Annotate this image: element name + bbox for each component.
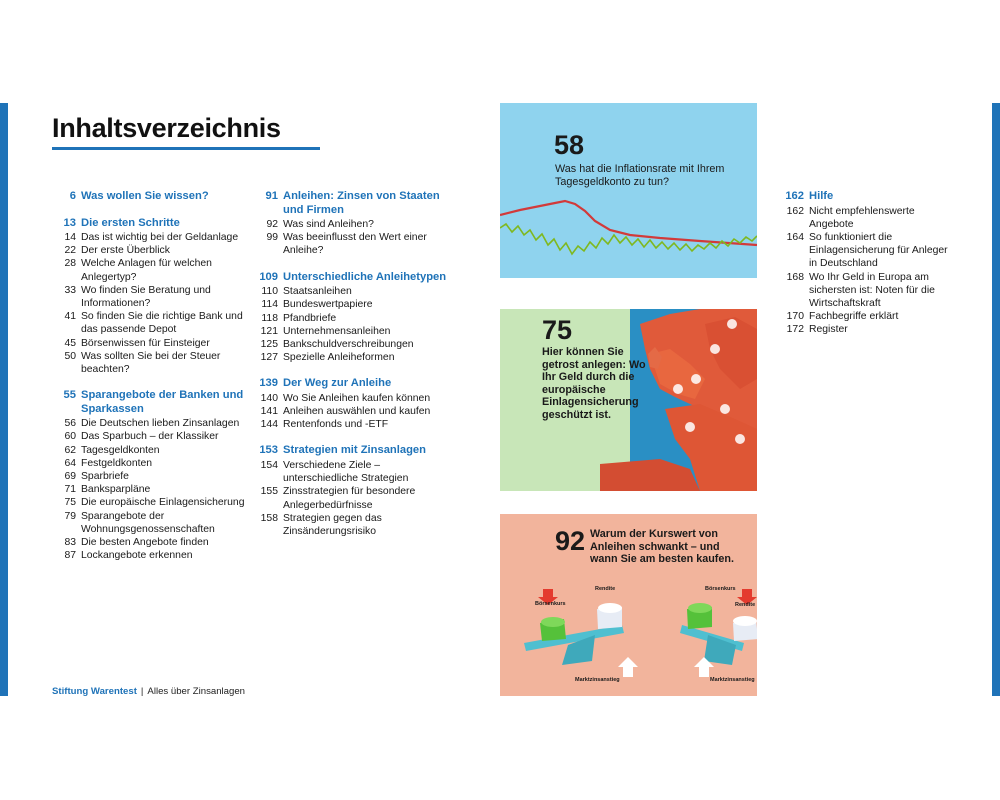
toc-entry[interactable]: 14 Das ist wichtig bei der Geldanlage: [64, 232, 239, 243]
section-heading[interactable]: 139 Der Weg zur Anleihe: [259, 377, 392, 390]
label-boersenkurs-left: Börsenkurs: [535, 601, 566, 607]
toc-entry[interactable]: 22 Der erste Überblick: [64, 245, 170, 257]
toc-entry[interactable]: 118 Pfandbriefe: [261, 312, 337, 324]
teaser-text: Warum der Kurswert von Anleihen schwankt – und wann Sie am besten kaufen.: [590, 528, 735, 566]
toc-entry[interactable]: 141 Anleihen auswählen und kaufen: [260, 406, 431, 418]
footer-subtitle: Alles über Zinsanlagen: [147, 686, 246, 697]
label-boersenkurs-right: Börsenkurs: [705, 586, 736, 592]
toc-entry[interactable]: 99 Was beeinflusst den Wert einer Anleihe?: [266, 232, 427, 257]
toc-entry[interactable]: 162 Nicht empfehlenswerte Angebote: [786, 205, 915, 230]
teaser-page-number: 75: [542, 315, 573, 345]
toc-entry[interactable]: 45 Börsenwissen für Einsteiger: [64, 337, 210, 349]
toc-entry[interactable]: 75 Die europäische Einlagensicherung: [64, 497, 245, 509]
toc-entry[interactable]: 79 Sparangebote der Wohnungsgenossenschaften: [64, 510, 215, 535]
toc-entry[interactable]: 33 Wo finden Sie Beratung und Informationen?: [64, 284, 211, 310]
toc-entry[interactable]: 144 Rentenfonds und -ETF: [260, 419, 389, 431]
toc-entry[interactable]: 127 Spezielle Anleiheformen: [260, 352, 395, 364]
section-heading[interactable]: 6 Was wollen Sie wissen?: [69, 190, 209, 202]
toc-entry[interactable]: 71 Banksparpläne: [64, 484, 151, 496]
toc-entry[interactable]: 114 Bundeswertpapiere: [261, 299, 373, 311]
page-footer: [52, 686, 245, 697]
toc-section: [254, 444, 454, 538]
teaser-text: Hier können Sie getrost anlegen: Wo Ihr Geld durch die europäische Einlagensicherung geschützt ist.: [542, 346, 646, 421]
toc-entry[interactable]: 50 Was sollten Sie bei der Steuer beachten?: [64, 350, 221, 376]
toc-entry[interactable]: 87 Lockangebote erkennen: [64, 550, 193, 562]
toc-entry[interactable]: 125 Bankschuldverschreibungen: [260, 338, 414, 350]
inflation-lines-illustration: [500, 188, 757, 278]
bonds-teaser-panel[interactable]: [500, 514, 757, 696]
teaser-page-number: 92: [555, 526, 586, 556]
toc-entry[interactable]: 62 Tagesgeldkonten: [64, 444, 160, 456]
section-heading[interactable]: 109 Unterschiedliche Anleihetypen: [259, 270, 447, 283]
title-underline: [52, 147, 320, 150]
footer-separator: |: [140, 686, 144, 697]
toc-entry[interactable]: 64 Festgeldkonten: [64, 457, 153, 469]
toc-entry[interactable]: 168 Wo Ihr Geld in Europa am sichersten ist: Noten für die Wirtschaftskraft: [786, 271, 935, 309]
footer-brand: Stiftung Warentest: [52, 686, 137, 697]
teaser-page-number: 58: [554, 130, 585, 160]
toc-entry[interactable]: 121 Unternehmensanleihen: [260, 325, 391, 337]
toc-entry[interactable]: 60 Das Sparbuch – der Klassiker: [64, 431, 219, 443]
toc-entry[interactable]: 110 Staatsanleihen: [261, 286, 352, 298]
toc-section: [254, 377, 454, 431]
toc-section: [52, 217, 247, 377]
toc-section: [254, 190, 454, 258]
toc-entry[interactable]: 154 Verschiedene Ziele – unterschiedliche Strategien: [260, 459, 409, 485]
right-edge-bar: [992, 103, 1000, 696]
left-edge-bar: [0, 103, 8, 696]
toc-entry[interactable]: 92 Was sind Anleihen?: [266, 219, 374, 230]
toc-column-3: [776, 190, 951, 350]
toc-entry[interactable]: 56 Die Deutschen lieben Zinsanlagen: [64, 418, 240, 430]
toc-column-2: [254, 190, 454, 551]
inflation-teaser-panel[interactable]: [500, 103, 757, 278]
toc-entry[interactable]: 28 Welche Anlagen für welchen Anlegertyp?: [64, 258, 212, 283]
toc-entry[interactable]: 69 Sparbriefe: [64, 471, 129, 483]
section-heading[interactable]: 153 Strategien mit Zinsanlagen: [259, 444, 426, 457]
section-heading[interactable]: 55 Sparangebote der Banken und Sparkassen: [63, 389, 244, 415]
toc-entry[interactable]: 155 Zinsstrategien für besondere Anlegerbedürfnisse: [260, 486, 416, 511]
toc-section: [254, 271, 454, 365]
section-heading[interactable]: 162 Hilfe: [785, 190, 834, 202]
toc-entry[interactable]: 170 Fachbegriffe erklärt: [786, 311, 899, 323]
teaser-text: Was hat die Inflationsrate mit Ihrem Tagesgeldkonto zu tun?: [555, 163, 725, 188]
toc-entry[interactable]: 140 Wo Sie Anleihen kaufen können: [260, 392, 431, 404]
section-heading[interactable]: 13 Die ersten Schritte: [63, 216, 180, 229]
label-rendite-right: Rendite: [735, 602, 756, 608]
europe-teaser-panel[interactable]: [500, 309, 757, 491]
toc-entry[interactable]: 172 Register: [786, 324, 848, 336]
toc-entry[interactable]: 158 Strategien gegen das Zinsänderungsrisiko: [260, 512, 382, 537]
label-rendite-left: Rendite: [595, 586, 616, 592]
toc-entry[interactable]: 83 Die besten Angebote finden: [64, 537, 209, 549]
toc-section: [776, 190, 951, 337]
toc-column-1: [52, 190, 247, 575]
label-zins-left: Marktzinsanstieg: [575, 677, 620, 683]
label-zins-right: Marktzinsanstieg: [710, 677, 755, 683]
toc-entry[interactable]: 41 So finden Sie die richtige Bank und das passende Depot: [64, 311, 243, 336]
toc-section: [52, 389, 247, 562]
section-heading[interactable]: 91 Anleihen: Zinsen von Staaten und Firmen: [265, 190, 440, 216]
page-title: Inhaltsverzeichnis: [52, 113, 281, 143]
toc-section: [52, 190, 247, 204]
toc-entry[interactable]: 164 So funktioniert die Einlagensicherung für Anleger in Deutschland: [786, 231, 948, 270]
